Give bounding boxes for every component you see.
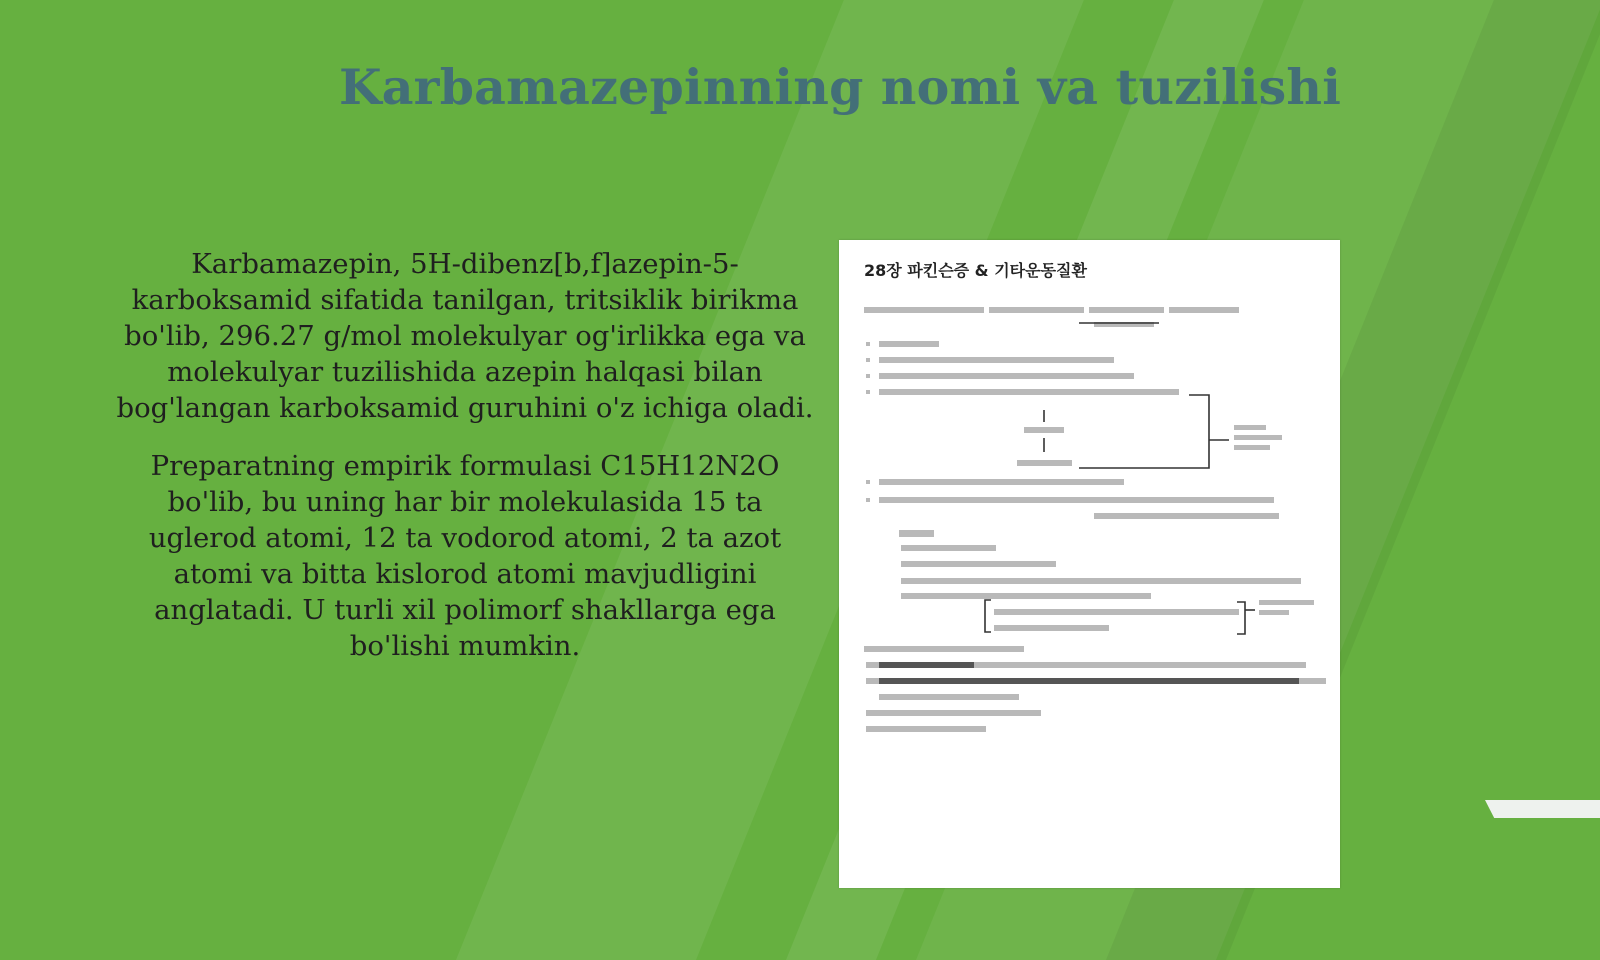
- paragraph-empirical-formula: Preparatning empirik formulasi C15H12N2O bo'lib, bu uning har bir molekulasida 15 ta uglerod atomi, 12 ta vodorod atomi, 2 ta azot atomi va bitta kislorod atomi mavjudligini anglatadi. U turli xil polimorf shakllarga ega bo'lishi mumkin.: [148, 450, 782, 662]
- corner-decoration: [1485, 800, 1600, 818]
- slide-body: [110, 246, 820, 686]
- document-heading: 28장 파킨슨증 & 기타운동질환: [864, 261, 1087, 280]
- document-scan-content: [839, 240, 1340, 888]
- slide-title: Karbamazepinning nomi va tuzilishi: [338, 58, 1342, 116]
- paragraph-name-structure: Karbamazepin, 5H-dibenz[b,f]azepin-5-karboksamid sifatida tanilgan, tritsiklik birikma bo'lib, 296.27 g/mol molekulyar og'irlikka ega va molekulyar tuzilishida azepin halqasi bilan bog'langan karboksamid guruhini o'z ichiga oladi.: [116, 248, 814, 424]
- scanned-document-image: [839, 240, 1340, 888]
